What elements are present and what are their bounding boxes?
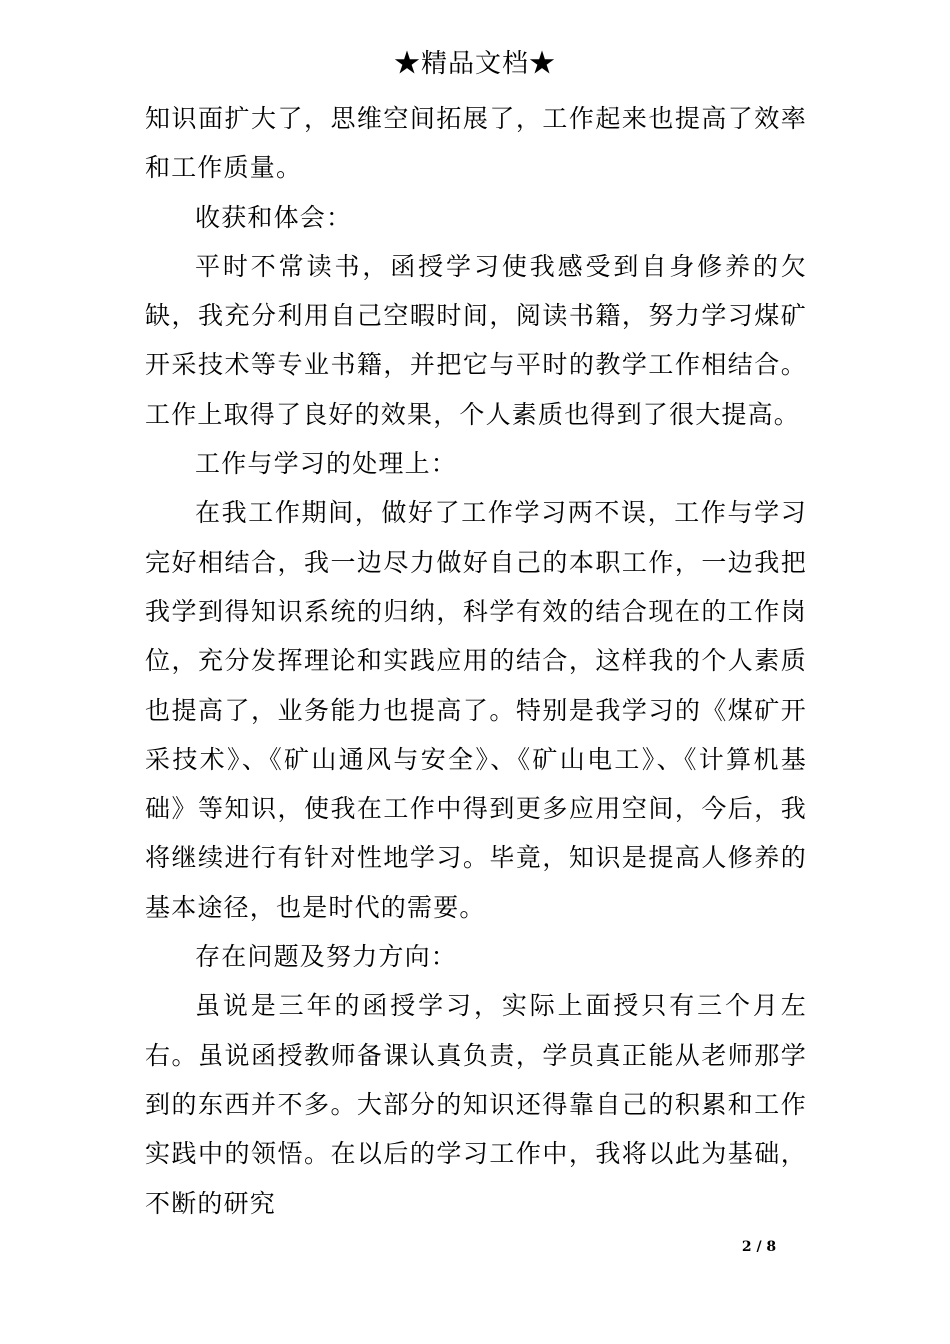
paragraph-work-study: 在我工作期间，做好了工作学习两不误，工作与学习完好相结合，我一边尽力做好自己的本职工作，一边我把我学到得知识系统的归纳，科学有效的结合现在的工作岗位，充分发挥理论和实践应用的结合，这样我的个人素质也提高了，业务能力也提高了。特别是我学习的《煤矿开采技术》、《矿山通风与安全》、《矿山电工》、《计算机基础》等知识，使我在工作中得到更多应用空间，今后，我将继续进行有针对性地学习。毕竟，知识是提高人修养的基本途径，也是时代的需要。: [145, 498, 807, 922]
paragraph-gains: 平时不常读书，函授学习使我感受到自身修养的欠缺，我充分利用自己空暇时间，阅读书籍，努力学习煤矿开采技术等专业书籍，并把它与平时的教学工作相结合。工作上取得了良好的效果，个人素质也得到了很大提高。: [145, 251, 807, 429]
page-header: ★精品文档★: [393, 49, 556, 79]
paragraph-problems: 虽说是三年的函授学习，实际上面授只有三个月左右。虽说函授教师备课认真负责，学员真正能从老师那学到的东西并不多。大部分的知识还得靠自己的积累和工作实践中的领悟。在以后的学习工作中，我将以此为基础，不断的研究: [145, 991, 807, 1218]
section-heading-gains: 收获和体会：: [195, 202, 353, 232]
section-heading-work-study: 工作与学习的处理上：: [195, 449, 458, 479]
section-heading-problems: 存在问题及努力方向：: [195, 942, 458, 972]
paragraph-continued: 知识面扩大了，思维空间拓展了，工作起来也提高了效率和工作质量。: [145, 104, 807, 183]
page-number: 2 / 8: [741, 1239, 777, 1255]
document-body: [145, 94, 807, 1228]
